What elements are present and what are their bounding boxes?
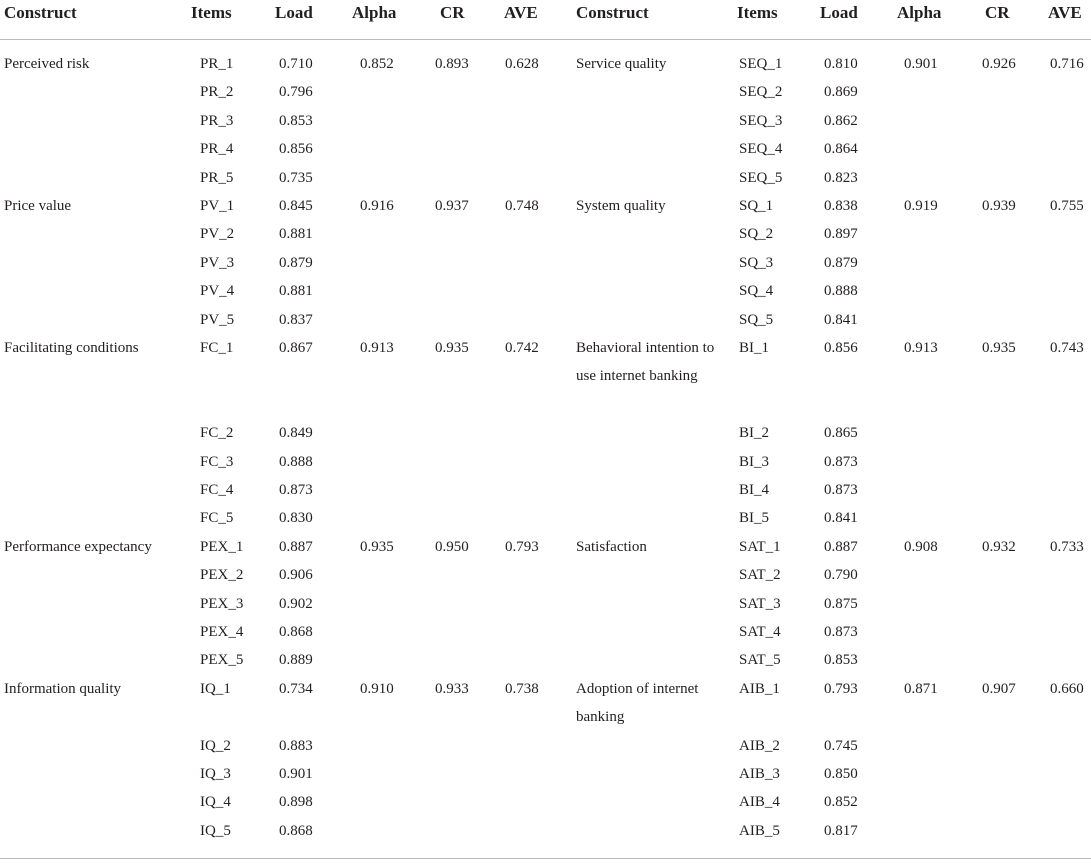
cell-items2: SQ_3	[739, 254, 774, 271]
header-load: Load	[275, 3, 313, 22]
table-row	[0, 164, 1091, 192]
cell-items2: SAT_1	[739, 538, 781, 555]
header-items: Items	[191, 3, 232, 22]
cell-items: PV_5	[200, 311, 235, 328]
cell-load: 0.845	[279, 198, 313, 214]
cell-items2: BI_1	[739, 340, 769, 356]
cell-items2: BI_5	[739, 510, 769, 527]
cell-construct2: System quality	[576, 198, 666, 214]
cell-items: PR_3	[200, 112, 234, 129]
cell-items2: BI_3	[739, 453, 769, 470]
table-row	[0, 448, 1091, 476]
cell-load: 0.881	[279, 226, 313, 243]
header-cr: CR	[440, 3, 465, 22]
header-cr-right: CR	[985, 3, 1010, 22]
cell-load2: 0.817	[824, 822, 858, 839]
cell-ave2: 0.733	[1050, 538, 1084, 555]
table-row	[0, 561, 1091, 589]
cell-load2: 0.888	[824, 283, 858, 300]
table-row	[0, 249, 1091, 277]
cell-load2: 0.841	[824, 311, 858, 328]
cell-alpha: 0.935	[360, 538, 394, 555]
cell-construct2: Adoption of internet banking	[576, 680, 699, 726]
cell-alpha2: 0.871	[904, 680, 938, 697]
cell-alpha2: 0.901	[904, 56, 938, 72]
table-row	[0, 675, 1091, 726]
cell-load2: 0.862	[824, 112, 858, 129]
cell-items2: BI_4	[739, 482, 769, 498]
cell-items: PEX_3	[200, 595, 244, 612]
cell-cr2: 0.926	[982, 56, 1016, 72]
cell-alpha2: 0.913	[904, 340, 938, 356]
cell-construct2: Behavioral intention to use internet banking	[576, 340, 715, 385]
cell-items2: SAT_5	[739, 652, 781, 669]
table-row	[0, 476, 1091, 504]
cell-load: 0.867	[279, 340, 313, 356]
cell-cr: 0.893	[435, 56, 469, 72]
cell-items: FC_2	[200, 425, 234, 442]
table-row	[0, 732, 1091, 760]
cell-cr2: 0.935	[982, 340, 1016, 356]
table-row	[0, 192, 1091, 220]
cell-ave2: 0.660	[1050, 680, 1084, 697]
cell-load: 0.734	[279, 680, 313, 697]
table-row	[0, 646, 1091, 674]
header-ave-right: AVE	[1048, 3, 1082, 22]
table-row	[0, 419, 1091, 447]
cell-ave2: 0.755	[1050, 198, 1084, 214]
header-load-right: Load	[820, 3, 858, 22]
cell-items: PEX_5	[200, 652, 244, 669]
cell-items2: BI_2	[739, 425, 769, 442]
cell-items2: AIB_5	[739, 822, 780, 839]
cell-load2: 0.864	[824, 141, 858, 158]
cell-load2: 0.852	[824, 794, 858, 811]
cell-items: PEX_4	[200, 624, 244, 640]
cell-cr: 0.935	[435, 340, 469, 356]
cell-load: 0.710	[279, 56, 313, 72]
cell-load2: 0.856	[824, 340, 858, 356]
cell-load: 0.868	[279, 624, 313, 640]
cell-load: 0.735	[279, 169, 313, 186]
cell-construct: Facilitating conditions	[4, 340, 139, 356]
cell-load: 0.856	[279, 141, 313, 158]
cell-load: 0.898	[279, 794, 313, 811]
cell-items2: SEQ_1	[739, 56, 783, 72]
cell-alpha: 0.852	[360, 56, 394, 72]
cell-cr2: 0.932	[982, 538, 1016, 555]
cell-load2: 0.745	[824, 737, 858, 754]
cell-construct2: Service quality	[576, 56, 667, 72]
cell-load2: 0.879	[824, 254, 858, 271]
cell-items: PV_4	[200, 283, 235, 300]
cell-items2: SAT_2	[739, 567, 781, 584]
cell-items2: SQ_2	[739, 226, 774, 243]
cell-load: 0.796	[279, 84, 313, 101]
cell-load: 0.888	[279, 453, 313, 470]
header-divider	[0, 39, 1091, 40]
cell-construct: Performance expectancy	[4, 538, 152, 555]
cell-load: 0.881	[279, 283, 313, 300]
cell-items: FC_3	[200, 453, 234, 470]
cell-load2: 0.865	[824, 425, 858, 442]
cell-load: 0.837	[279, 311, 313, 328]
cell-load2: 0.810	[824, 56, 858, 72]
cell-alpha: 0.916	[360, 198, 394, 214]
cell-ave: 0.628	[505, 56, 539, 72]
cell-items: PV_3	[200, 254, 235, 271]
table-row	[0, 533, 1091, 561]
cell-load: 0.883	[279, 737, 313, 754]
table-row	[0, 78, 1091, 106]
cell-items2: AIB_2	[739, 737, 780, 754]
cell-items: PEX_2	[200, 567, 244, 584]
table-row	[0, 590, 1091, 618]
cell-load: 0.901	[279, 766, 313, 782]
cell-items2: SEQ_5	[739, 169, 783, 186]
cell-load2: 0.873	[824, 482, 858, 498]
cell-items2: SEQ_4	[739, 141, 783, 158]
cell-items: IQ_3	[200, 766, 231, 782]
cell-items2: SEQ_3	[739, 112, 783, 129]
cell-items2: AIB_4	[739, 794, 780, 811]
cell-construct: Information quality	[4, 680, 122, 697]
cell-items: IQ_2	[200, 737, 231, 754]
cell-cr: 0.933	[435, 680, 469, 697]
cell-alpha2: 0.919	[904, 198, 938, 214]
cell-load: 0.830	[279, 510, 313, 527]
cell-load: 0.906	[279, 567, 313, 584]
cell-load: 0.889	[279, 652, 313, 669]
cell-load2: 0.869	[824, 84, 858, 101]
cell-items2: SQ_4	[739, 283, 774, 300]
cell-alpha2: 0.908	[904, 538, 938, 555]
cell-load2: 0.841	[824, 510, 858, 527]
cell-items: PV_1	[200, 198, 235, 214]
cell-items: FC_4	[200, 482, 234, 498]
cell-cr2: 0.907	[982, 680, 1016, 697]
header-construct-right: Construct	[576, 3, 649, 22]
cell-ave: 0.793	[505, 538, 539, 555]
cell-items: PV_2	[200, 226, 235, 243]
cell-cr2: 0.939	[982, 198, 1016, 214]
cell-load2: 0.823	[824, 169, 858, 186]
cell-items: PEX_1	[200, 538, 244, 555]
table-row	[0, 504, 1091, 532]
table-row	[0, 788, 1091, 816]
cell-ave2: 0.743	[1050, 340, 1084, 356]
cell-load2: 0.793	[824, 680, 858, 697]
cell-items2: AIB_3	[739, 766, 780, 782]
cell-items: IQ_4	[200, 794, 231, 811]
cell-items: PR_1	[200, 56, 234, 72]
cell-items2: AIB_1	[739, 680, 780, 697]
cell-items: IQ_1	[200, 680, 231, 697]
cell-ave: 0.738	[505, 680, 539, 697]
cell-construct: Price value	[4, 198, 72, 214]
table-row	[0, 618, 1091, 646]
cell-ave2: 0.716	[1050, 56, 1084, 72]
cell-alpha: 0.913	[360, 340, 394, 356]
header-construct: Construct	[4, 3, 77, 22]
cell-load2: 0.790	[824, 567, 858, 584]
cell-load: 0.879	[279, 254, 313, 271]
table-row	[0, 107, 1091, 135]
table-row	[0, 306, 1091, 334]
cell-load: 0.868	[279, 822, 313, 839]
cell-items: FC_1	[200, 340, 234, 356]
table-bottom-rule	[0, 858, 1091, 859]
header-alpha: Alpha	[352, 3, 397, 22]
cell-load: 0.887	[279, 538, 313, 555]
cell-items: IQ_5	[200, 822, 231, 839]
cell-load2: 0.875	[824, 595, 858, 612]
cell-load: 0.902	[279, 595, 313, 612]
cell-cr: 0.937	[435, 198, 469, 214]
cell-load2: 0.873	[824, 453, 858, 470]
cell-items2: SQ_1	[739, 198, 774, 214]
table-header	[0, 0, 1091, 40]
header-items-right: Items	[737, 3, 778, 22]
cell-items2: SEQ_2	[739, 84, 783, 101]
cell-items: PR_2	[200, 84, 234, 101]
cell-cr: 0.950	[435, 538, 469, 555]
cell-alpha: 0.910	[360, 680, 394, 697]
table-row	[0, 760, 1091, 788]
cell-load: 0.849	[279, 425, 313, 442]
cell-items2: SQ_5	[739, 311, 774, 328]
header-ave: AVE	[504, 3, 538, 22]
table-row	[0, 50, 1091, 78]
cell-items: PR_4	[200, 141, 234, 158]
cell-construct: Perceived risk	[4, 56, 90, 72]
header-alpha-right: Alpha	[897, 3, 942, 22]
table-row	[0, 334, 1091, 385]
cell-load: 0.853	[279, 112, 313, 129]
cell-load2: 0.887	[824, 538, 858, 555]
cell-load2: 0.897	[824, 226, 858, 243]
cell-items2: SAT_4	[739, 624, 781, 640]
cell-items2: SAT_3	[739, 595, 781, 612]
cell-ave: 0.742	[505, 340, 539, 356]
cell-load: 0.873	[279, 482, 313, 498]
cell-load2: 0.850	[824, 766, 858, 782]
cell-load2: 0.853	[824, 652, 858, 669]
cell-load2: 0.838	[824, 198, 858, 214]
cell-construct2: Satisfaction	[576, 538, 647, 555]
table-row	[0, 135, 1091, 163]
cell-items: FC_5	[200, 510, 234, 527]
table-row	[0, 277, 1091, 305]
table-row	[0, 220, 1091, 248]
cell-ave: 0.748	[505, 198, 539, 214]
cell-items: PR_5	[200, 169, 234, 186]
table-row	[0, 817, 1091, 845]
cell-load2: 0.873	[824, 624, 858, 640]
